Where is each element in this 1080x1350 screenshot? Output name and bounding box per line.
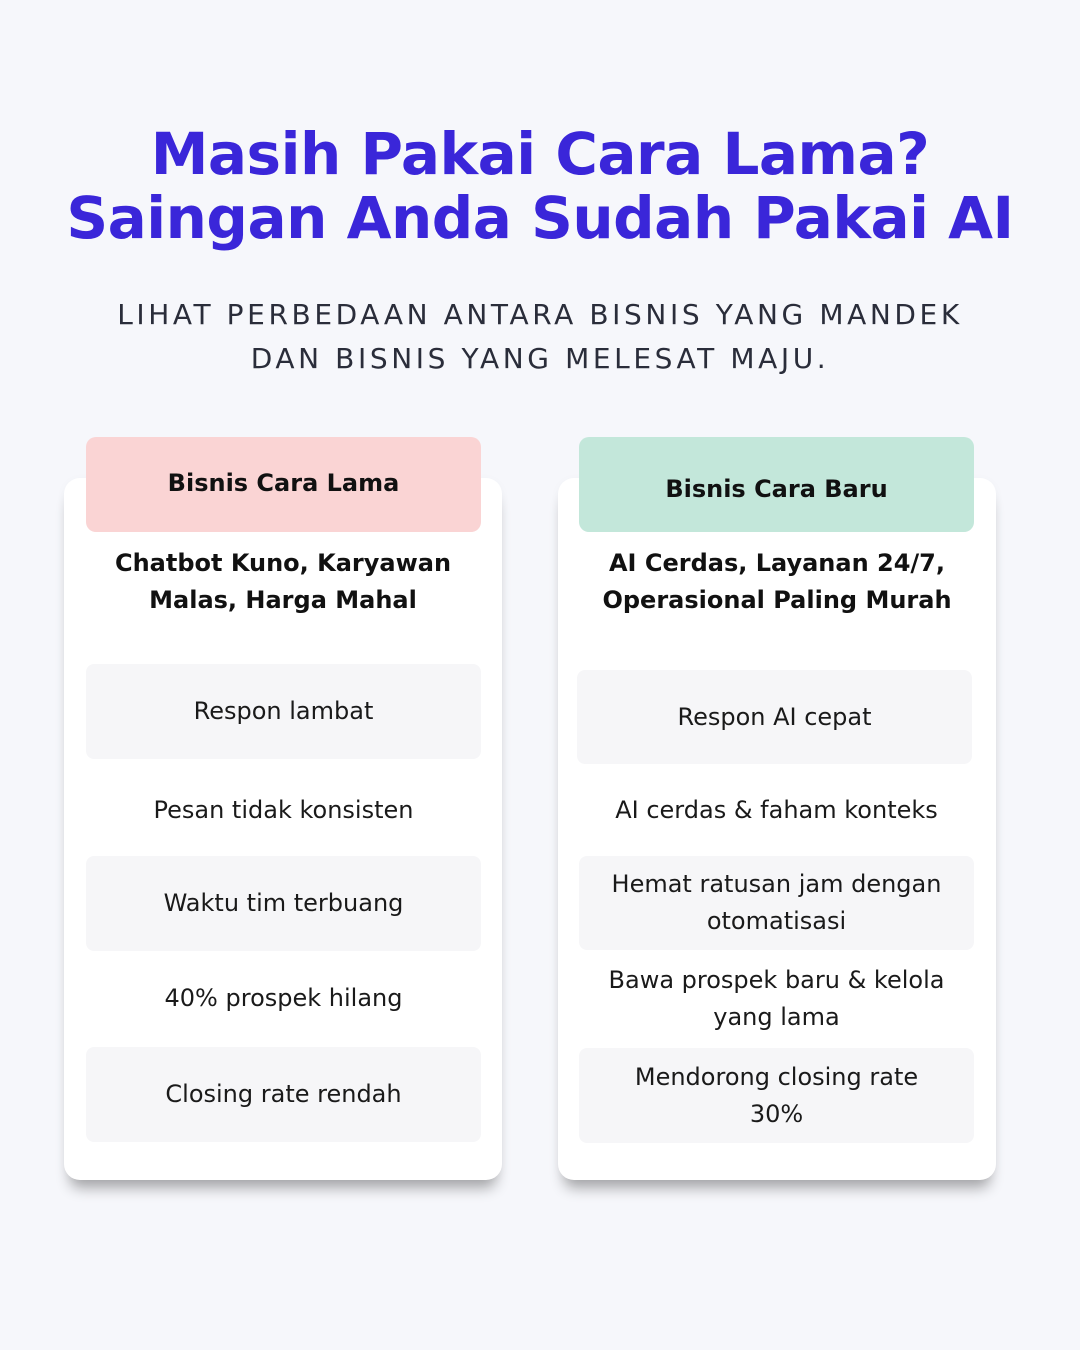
old-item-label: Closing rate rendah [165, 1080, 402, 1108]
new-business-title-line-1: AI Cerdas, Layanan 24/7, [608, 549, 945, 577]
old-item-slow-response [86, 664, 481, 759]
new-item-prospect-management [579, 952, 974, 1046]
subtitle-line-1: LIHAT PERBEDAAN ANTARA BISNIS YANG MANDEK [117, 298, 963, 331]
new-item-label-line-1: Bawa prospek baru & kelola [608, 966, 945, 994]
new-item-automation-savings [579, 856, 974, 950]
headline-line-1: Masih Pakai Cara Lama? [150, 120, 930, 188]
new-business-title-line-2: Operasional Paling Murah [602, 586, 952, 614]
old-item-lost-prospects [86, 951, 481, 1046]
new-item-label-line-2: yang lama [713, 1003, 840, 1031]
new-item-label-line-2: otomatisasi [706, 907, 847, 935]
old-item-label: Respon lambat [193, 697, 374, 725]
new-item-smart-ai-context [579, 764, 974, 856]
new-item-label-line-1: Hemat ratusan jam dengan [611, 870, 942, 898]
headline-line-2: Saingan Anda Sudah Pakai AI [66, 184, 1014, 252]
new-business-tab: Bisnis Cara Baru [579, 437, 974, 532]
page-headline [0, 122, 1080, 250]
old-business-title-line-2: Malas, Harga Mahal [149, 586, 417, 614]
old-item-label: Pesan tidak konsisten [153, 795, 414, 824]
subtitle-line-2: DAN BISNIS YANG MELESAT MAJU. [250, 342, 830, 375]
new-item-label: AI cerdas & faham konteks [615, 795, 938, 824]
new-item-closing-rate-boost [579, 1048, 974, 1143]
new-item-label-line-2: 30% [749, 1099, 804, 1128]
old-item-low-closing-rate [86, 1047, 481, 1142]
old-item-label: 40% prospek hilang [164, 984, 403, 1012]
new-business-title [558, 545, 996, 619]
page-subtitle [0, 293, 1080, 381]
old-item-inconsistent-messages [86, 764, 481, 856]
old-item-wasted-time [86, 856, 481, 951]
old-business-tab: Bisnis Cara Lama [86, 437, 481, 532]
old-business-title-line-1: Chatbot Kuno, Karyawan [114, 549, 452, 577]
new-item-label-line-1: Mendorong closing rate [634, 1062, 919, 1091]
old-business-title [64, 545, 502, 619]
new-item-fast-ai-response [577, 670, 972, 764]
old-item-label: Waktu tim terbuang [163, 889, 404, 917]
new-item-label: Respon AI cepat [677, 702, 872, 731]
